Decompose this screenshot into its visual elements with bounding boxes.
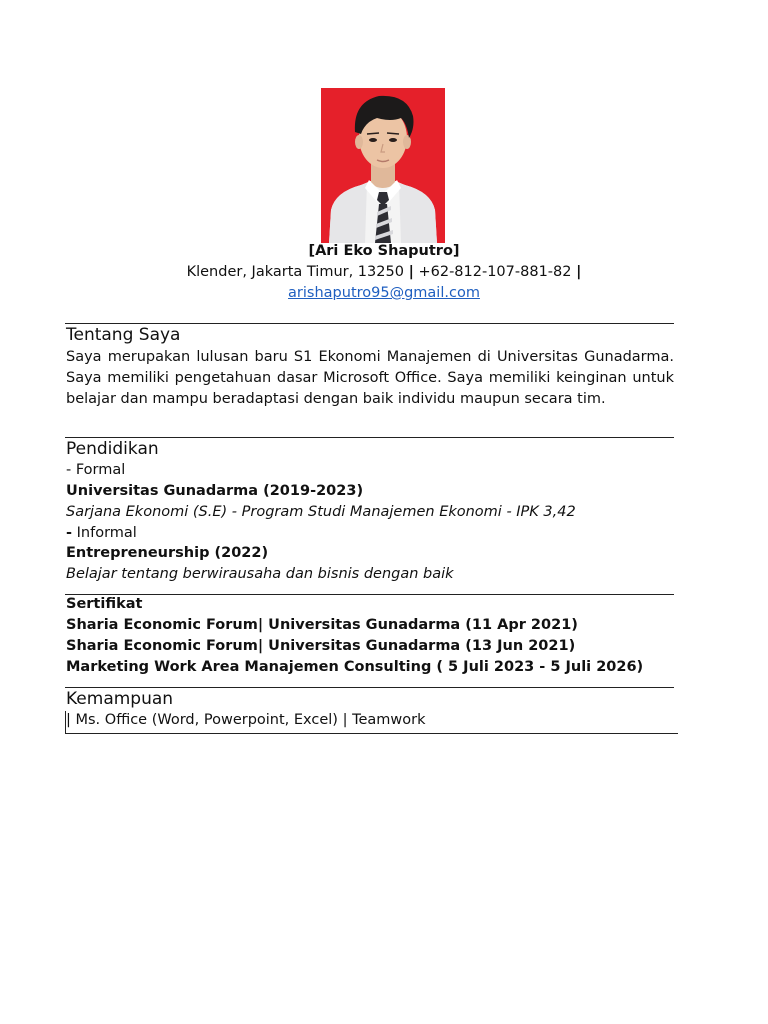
- skills-list: | Ms. Office (Word, Powerpoint, Excel) | Teamwork: [66, 712, 426, 728]
- informal-description: Belajar tentang berwirausaha dan bisnis dengan baik: [66, 566, 454, 582]
- certificates-heading: Sertifikat: [66, 596, 143, 612]
- certificate-item: Sharia Economic Forum| Universitas Gunadarma (11 Apr 2021): [66, 617, 578, 633]
- divider: [65, 323, 674, 324]
- separator: |: [408, 264, 414, 280]
- education-heading: Pendidikan: [66, 439, 159, 459]
- formal-degree: Sarjana Ekonomi (S.E) - Program Studi Manajemen Ekonomi - IPK 3,42: [66, 504, 576, 520]
- about-heading: Tentang Saya: [66, 325, 181, 345]
- certificate-item: Marketing Work Area Manajemen Consulting ( 5 Juli 2023 - 5 Juli 2026): [66, 659, 644, 675]
- divider: [65, 687, 674, 688]
- certificate-item: Sharia Economic Forum| Universitas Gunadarma (13 Jun 2021): [66, 638, 576, 654]
- divider: [65, 594, 674, 595]
- informal-course: Entrepreneurship (2022): [66, 545, 269, 561]
- phone-text: +62-812-107-881-82: [418, 264, 572, 280]
- divider: [65, 733, 678, 734]
- formal-school: Universitas Gunadarma (2019-2023): [66, 483, 364, 499]
- informal-label: [66, 525, 137, 541]
- profile-photo: [321, 88, 445, 243]
- email-link[interactable]: arishaputro95@gmail.com: [288, 285, 480, 301]
- separator: |: [576, 264, 582, 280]
- email-line: [0, 285, 768, 301]
- address-text: Klender, Jakarta Timur, 13250: [186, 264, 404, 280]
- skills-row: [65, 711, 677, 733]
- divider: [65, 437, 674, 438]
- formal-label: - Formal: [66, 462, 126, 478]
- candidate-name: [Ari Eko Shaputro]: [308, 243, 460, 259]
- about-paragraph: Saya merupakan lulusan baru S1 Ekonomi Manajemen di Universitas Gunadarma. Saya memiliki pengetahuan dasar Microsoft Office. Saya memiliki keinginan untuk belajar dan mampu beradaptasi dengan baik individu maupun secara tim.: [66, 349, 674, 407]
- informal-dash: -: [66, 525, 73, 541]
- contact-line: [0, 264, 768, 280]
- skills-heading: Kemampuan: [66, 689, 174, 709]
- informal-label-text: Informal: [72, 525, 137, 541]
